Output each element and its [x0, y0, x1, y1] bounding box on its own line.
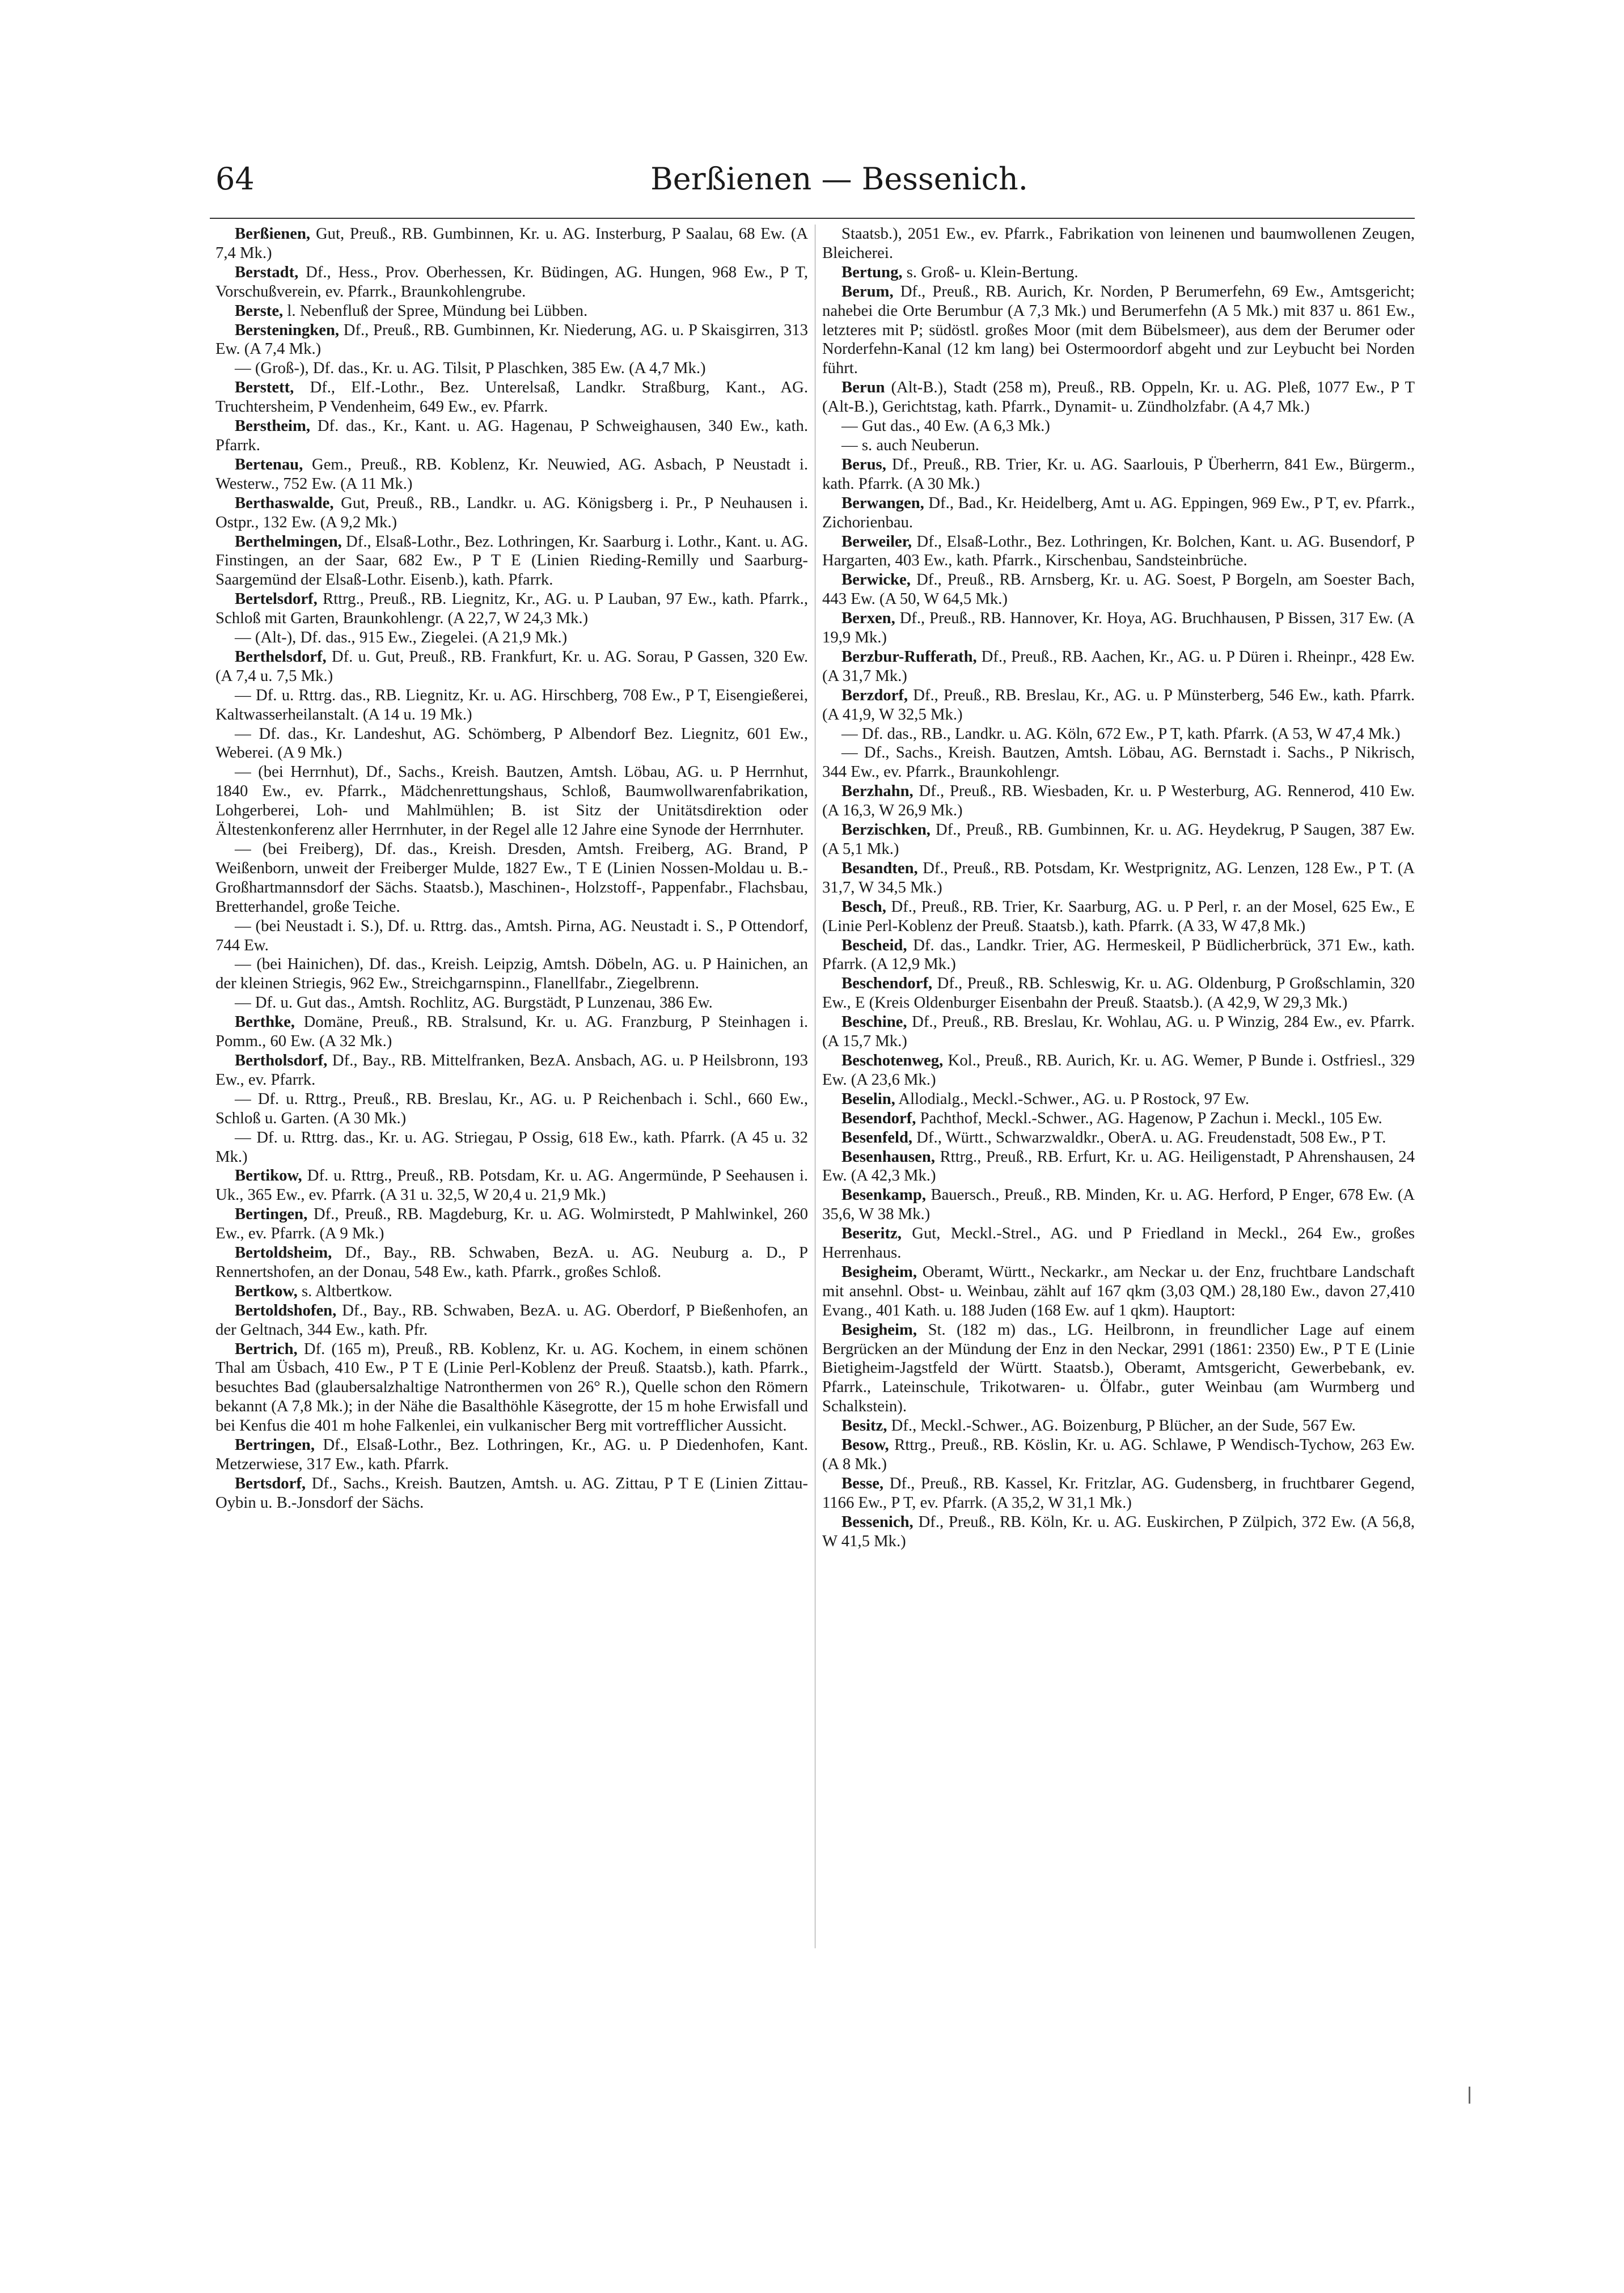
entry-body: Df., Elsaß-Lothr., Bez. Lothringen, Kr. Bolchen, Kant. u. AG. Busendorf, P Hargarten, 403 Ew., kath. Pfarrk., Kirschenbau, Sandsteinbrüche.: [822, 532, 1415, 570]
entry-lemma: Bertenau,: [235, 455, 303, 473]
page-number: 64: [215, 161, 255, 197]
gazetteer-entry: [215, 1340, 808, 1436]
gazetteer-entry: [215, 455, 808, 494]
gazetteer-entry: [822, 725, 1415, 744]
entry-body: Kol., Preuß., RB. Aurich, Kr. u. AG. Wemer, P Bunde i. Ostfriesl., 329 Ew. (A 23,6 Mk.): [822, 1051, 1415, 1089]
entry-body: l. Nebenfluß der Spree, Mündung bei Lübben.: [283, 301, 588, 320]
entry-body: Gut, Preuß., RB. Gumbinnen, Kr. u. AG. Insterburg, P Saalau, 68 Ew. (A 7,4 Mk.): [215, 225, 808, 262]
gazetteer-entry: [215, 1436, 808, 1474]
gazetteer-entry: [215, 993, 808, 1013]
gazetteer-entry: [822, 417, 1415, 436]
entry-lemma: Berus,: [841, 455, 886, 473]
entry-body: Df. (165 m), Preuß., RB. Koblenz, Kr. u. AG. Kochem, in einem schönen Thal am Üsbach, 410 Ew., P T E (Linie Perl-Koblenz der Preuß. Staatsb.), kath. Pfarrk., besuchtes Bad (glaubersalzhaltige Natronthermen von 26° R.), Quelle schon den Römern bekannt (A 7,8 Mk.); in der Nähe die Basalthöhle Käsegrotte, der 15 m hohe Erwisfall und bei Kenfus die 401 m hohe Falkenlei, ein vulkanischer Berg mit vortrefflicher Aussicht.: [215, 1339, 808, 1435]
entry-body: Gut, Preuß., RB., Landkr. u. AG. Königsberg i. Pr., P Neuhausen i. Ostpr., 132 Ew. (A 9,2 Mk.): [215, 493, 808, 531]
entry-body: — s. auch Neuberun.: [841, 435, 979, 454]
entry-lemma: Berzhahn,: [841, 782, 914, 801]
entry-lemma: Berxen,: [841, 609, 895, 628]
entry-lemma: Bertung,: [841, 263, 903, 281]
entry-body: — (bei Hainichen), Df. das., Kreish. Leipzig, Amtsh. Döbeln, AG. u. P Hainichen, an der kleinen Striegis, 962 Ew., Streichgarnspinn., Flanellfabr., Ziegelbrenn.: [215, 955, 808, 993]
entry-body: — (Groß-), Df. das., Kr. u. AG. Tilsit, P Plaschken, 385 Ew. (A 4,7 Mk.): [235, 359, 706, 378]
gazetteer-entry: [215, 1051, 808, 1090]
gazetteer-entry: [215, 1128, 808, 1167]
entry-body: Rttrg., Preuß., RB. Köslin, Kr. u. AG. Schlawe, P Wendisch-Tychow, 263 Ew. (A 8 Mk.): [822, 1436, 1415, 1473]
entry-body: Gem., Preuß., RB. Koblenz, Kr. Neuwied, AG. Asbach, P Neustadt i. Westerw., 752 Ew. (A 11 Mk.): [215, 455, 808, 493]
entry-lemma: Bersteningken,: [235, 320, 340, 339]
entry-lemma: Berwicke,: [841, 570, 911, 589]
gazetteer-entry: [215, 1282, 808, 1301]
gazetteer-entry: [215, 917, 808, 955]
entry-lemma: Besenkamp,: [841, 1186, 927, 1204]
gazetteer-entry: [822, 1148, 1415, 1186]
entry-body: Df., Preuß., RB. Arnsberg, Kr. u. AG. Soest, P Borgeln, am Soester Bach, 443 Ew. (A 50, W 64,5 Mk.): [822, 570, 1415, 608]
entry-lemma: Besse,: [841, 1474, 884, 1492]
gazetteer-entry: [822, 455, 1415, 494]
entry-body: Df., Preuß., RB. Gumbinnen, Kr. u. AG. Heydekrug, P Saugen, 387 Ew. (A 5,1 Mk.): [822, 820, 1415, 858]
entry-body: Df., Elf.-Lothr., Bez. Unterelsaß, Landkr. Straßburg, Kant., AG. Truchtersheim, P Vendenheim, 649 Ew., ev. Pfarrk.: [215, 378, 808, 416]
entry-body: Df., Elsaß-Lothr., Bez. Lothringen, Kr., AG. u. P Diedenhofen, Kant. Metzerwiese, 317 Ew., kath. Pfarrk.: [215, 1436, 808, 1473]
entry-lemma: Beselin,: [841, 1089, 895, 1108]
gazetteer-entry: [822, 1186, 1415, 1224]
entry-body: Allodialg., Meckl.-Schwer., AG. u. P Rostock, 97 Ew.: [895, 1089, 1250, 1108]
gazetteer-entry: [215, 1301, 808, 1340]
entry-body: Df., Hess., Prov. Oberhessen, Kr. Büdingen, AG. Hungen, 968 Ew., P T, Vorschußverein, ev. Pfarrk., Braunkohlengrube.: [215, 263, 808, 301]
entry-body: — (bei Herrnhut), Df., Sachs., Kreish. Bautzen, Amtsh. Löbau, AG. u. P Herrnhut, 1840 Ew., ev. Pfarrk., Mädchenrettungshaus, Schloß, Baumwollwarenfabrikation, Lohgerberei, Loh- und Mahlmühlen; B. ist Sitz der Unitätsdirektion oder Ältestenkonferenz aller Herrnhuter, in der Regel alle 12 Jahre eine Synode der Herrnhuter.: [215, 763, 808, 839]
entry-body: Df., Bay., RB. Schwaben, BezA. u. AG. Oberdorf, P Bießenhofen, an der Geltnach, 344 Ew., kath. Pfr.: [215, 1301, 808, 1339]
entry-body: Df., Preuß., RB. Schleswig, Kr. u. AG. Oldenburg, P Großschlamin, 320 Ew., E (Kreis Oldenburger Eisenbahn der Preuß. Staatsb.). (A 42,9, W 29,3 Mk.): [822, 974, 1415, 1012]
gazetteer-entry: [822, 282, 1415, 379]
entry-lemma: Berun: [841, 378, 885, 397]
header-rule: [210, 218, 1415, 219]
entry-lemma: Besandten,: [841, 858, 918, 877]
entry-lemma: Beschendorf,: [841, 974, 933, 993]
gazetteer-entry: [822, 898, 1415, 936]
entry-lemma: Bertholsdorf,: [235, 1051, 328, 1069]
gazetteer-entry: [822, 1416, 1415, 1436]
entry-body: Df., Preuß., RB. Magdeburg, Kr. u. AG. Wolmirstedt, P Mahlwinkel, 260 Ew., ev. Pfarrk. (A 9 Mk.): [215, 1205, 808, 1243]
gazetteer-entry: [215, 494, 808, 532]
gazetteer-entry: [822, 570, 1415, 609]
entry-lemma: Berzdorf,: [841, 686, 908, 704]
entry-lemma: Bertoldshofen,: [235, 1301, 337, 1319]
entry-body: (Alt-B.), Stadt (258 m), Preuß., RB. Oppeln, Kr. u. AG. Pleß, 1077 Ew., P T (Alt-B.), Gerichtstag, kath. Pfarrk., Dynamit- u. Zündholzfabr. (A 4,7 Mk.): [822, 378, 1415, 416]
entry-body: Df., Sachs., Kreish. Bautzen, Amtsh. u. AG. Zittau, P T E (Linien Zittau-Oybin u. B.-Jonsdorf der Sächs.: [215, 1474, 808, 1512]
entry-body: — (bei Freiberg), Df. das., Kreish. Dresden, Amtsh. Freiberg, AG. Brand, P Weißenborn, unweit der Freiberger Mulde, 1827 Ew., T E (Linien Nossen-Moldau u. B.-Großhartmannsdorf der Sächs. Staatsb.), Maschinen-, Holzstoff-, Pappenfabr., Flachsbau, Bretterhandel, große Teiche.: [215, 840, 808, 916]
entry-lemma: Beschine,: [841, 1013, 907, 1031]
entry-body: St. (182 m) das., LG. Heilbronn, in freundlicher Lage auf einem Bergrücken an der Mündung der Enz in den Neckar, 2991 (1861: 2350) Ew., P T E (Linie Bietigheim-Jagstfeld der Württ. Staatsb.), Oberamt, Amtsgericht, Gewerbebank, ev. Pfarrk., Lateinschule, Trikotwaren- u. Ölfabr., guter Weinbau (am Wurmberg und Schalkstein).: [822, 1320, 1415, 1416]
gazetteer-entry: [822, 1436, 1415, 1474]
entry-body: Domäne, Preuß., RB. Stralsund, Kr. u. AG. Franzburg, P Steinhagen i. Pomm., 60 Ew. (A 32 Mk.): [215, 1013, 808, 1051]
entry-body: Df., Elsaß-Lothr., Bez. Lothringen, Kr. Saarburg i. Lothr., Kant. u. AG. Finstingen, an der Saar, 682 Ew., P T E (Linien Rieding-Remilly und Saarburg-Saargemünd der Elsaß-Lothr. Eisenb.), kath. Pfarrk.: [215, 532, 808, 589]
entry-body: — (Alt-), Df. das., 915 Ew., Ziegelei. (A 21,9 Mk.): [235, 628, 568, 647]
entry-lemma: Bertelsdorf,: [235, 590, 318, 608]
entry-lemma: Bertoldsheim,: [235, 1243, 332, 1262]
gazetteer-entry: [822, 686, 1415, 725]
entry-body: Df., Preuß., RB. Gumbinnen, Kr. Niederung, AG. u. P Skaisgirren, 313 Ew. (A 7,4 Mk.): [215, 320, 808, 358]
entry-body: Df. das., Kr., Kant. u. AG. Hagenau, P Schweighausen, 340 Ew., kath. Pfarrk.: [215, 417, 808, 454]
entry-body: Df., Württ., Schwarzwaldkr., OberA. u. AG. Freudenstadt, 508 Ew., P T.: [912, 1128, 1386, 1146]
entry-body: s. Groß- u. Klein-Bertung.: [902, 263, 1079, 281]
entry-body: — Df. das., RB., Landkr. u. AG. Köln, 672 Ew., P T, kath. Pfarrk. (A 53, W 47,4 Mk.): [841, 724, 1401, 743]
entry-body: — (bei Neustadt i. S.), Df. u. Rttrg. das., Amtsh. Pirna, AG. Neustadt i. S., P Ottendorf, 744 Ew.: [215, 916, 808, 954]
entry-lemma: Besitz,: [841, 1416, 887, 1435]
entry-lemma: Besow,: [841, 1436, 889, 1454]
gazetteer-entry: [822, 859, 1415, 898]
gazetteer-entry: [822, 1224, 1415, 1263]
entry-body: — Df. u. Rttrg. das., RB. Liegnitz, Kr. u. AG. Hirschberg, 708 Ew., P T, Eisengießerei, Kaltwasserheilanstalt. (A 14 u. 19 Mk.): [215, 686, 808, 724]
gazetteer-entry: [215, 378, 808, 417]
entry-body: Df., Preuß., RB. Breslau, Kr., AG. u. P Münsterberg, 546 Ew., kath. Pfarrk. (A 41,9, W 32,5 Mk.): [822, 686, 1415, 724]
gazetteer-entry: [822, 494, 1415, 532]
gazetteer-entry: [822, 1263, 1415, 1321]
entry-lemma: Berum,: [841, 282, 894, 301]
entry-body: — Df., Sachs., Kreish. Bautzen, Amtsh. Löbau, AG. Bernstadt i. Sachs., P Nikrisch, 344 Ew., ev. Pfarrk., Braunkohlengr.: [822, 743, 1415, 781]
gazetteer-entry: [215, 321, 808, 359]
running-head: Berßienen — Bessenich.: [650, 161, 1028, 197]
gazetteer-entry: [822, 782, 1415, 820]
entry-body: Df., Preuß., RB. Trier, Kr. u. AG. Saarlouis, P Überherrn, 841 Ew., Bürgerm., kath. Pfarrk. (A 30 Mk.): [822, 455, 1415, 493]
gazetteer-entry: [215, 725, 808, 763]
entry-lemma: Berwangen,: [841, 493, 924, 512]
gazetteer-entry: [822, 974, 1415, 1013]
entry-body: Df., Preuß., RB. Aurich, Kr. Norden, P Berumerfehn, 69 Ew., Amtsgericht; nahebei die Orte Berumbur (A 7,3 Mk.) und Berumerfehn (A 5 Mk.) mit 837 u. 861 Ew., letzteres mit P; südöstl. großes Moor (mit dem Bübelsmeer), aus dem der Berumer oder Norderfehn-Kanal (12 km lang) bei Ostermoordorf abgeht und zur Leybucht bei Norden führt.: [822, 282, 1415, 378]
entry-lemma: Besendorf,: [841, 1109, 916, 1127]
entry-body: Rttrg., Preuß., RB. Erfurt, Kr. u. AG. Heiligenstadt, P Ahrenshausen, 24 Ew. (A 42,3 Mk.): [822, 1147, 1415, 1185]
entry-body: Df. u. Gut, Preuß., RB. Frankfurt, Kr. u. AG. Sorau, P Gassen, 320 Ew. (A 7,4 u. 7,5 Mk.): [215, 647, 808, 685]
entry-lemma: Beseritz,: [841, 1224, 902, 1243]
entry-lemma: Bertringen,: [235, 1436, 315, 1454]
entry-body: Df., Preuß., RB. Köln, Kr. u. AG. Euskirchen, P Zülpich, 372 Ew. (A 56,8, W 41,5 Mk.): [822, 1512, 1415, 1550]
gazetteer-entry: [822, 1513, 1415, 1551]
entry-lemma: Berstadt,: [235, 263, 299, 281]
left-column: [215, 225, 808, 1513]
entry-body: Df. u. Rttrg., Preuß., RB. Potsdam, Kr. u. AG. Angermünde, P Seehausen i. Uk., 365 Ew., ev. Pfarrk. (A 31 u. 32,5, W 20,4 u. 21,9 Mk.): [215, 1166, 808, 1204]
gazetteer-entry: [822, 648, 1415, 686]
gazetteer-entry: [822, 1090, 1415, 1109]
entry-body: Gut, Meckl.-Strel., AG. und P Friedland in Meckl., 264 Ew., großes Herrenhaus.: [822, 1224, 1415, 1262]
gazetteer-entry: [215, 628, 808, 648]
entry-body: Df., Preuß., RB. Potsdam, Kr. Westprignitz, AG. Lenzen, 128 Ew., P T. (A 31,7, W 34,5 Mk.): [822, 858, 1415, 896]
gazetteer-entry: [822, 1109, 1415, 1128]
gazetteer-entry: [822, 1474, 1415, 1513]
entry-lemma: Bertikow,: [235, 1166, 302, 1185]
entry-lemma: Besenhausen,: [841, 1147, 935, 1166]
entry-body: Df., Preuß., RB. Kassel, Kr. Fritzlar, AG. Gudensberg, in fruchtbarer Gegend, 1166 Ew., P T, ev. Pfarrk. (A 35,2, W 31,1 Mk.): [822, 1474, 1415, 1512]
gazetteer-entry: [215, 763, 808, 840]
entry-lemma: Bertsdorf,: [235, 1474, 306, 1492]
entry-body: — Df. das., Kr. Landeshut, AG. Schömberg, P Albendorf Bez. Liegnitz, 601 Ew., Weberei. (A 9 Mk.): [215, 724, 808, 762]
entry-body: Oberamt, Württ., Neckarkr., am Neckar u. der Enz, fruchtbare Landschaft mit ansehnl. Obst- u. Weinbau, zählt auf 167 qkm (3,03 QM.) 28,180 Ew., davon 27,410 Evang., 401 Kath. u. 188 Juden (168 Ew. auf 1 qkm). Hauptort:: [822, 1262, 1415, 1319]
entry-lemma: Berthaswalde,: [235, 493, 334, 512]
gazetteer-entry: [822, 1013, 1415, 1051]
entry-body: — Df. u. Gut das., Amtsh. Rochlitz, AG. Burgstädt, P Lunzenau, 386 Ew.: [235, 993, 713, 1012]
entry-lemma: Bertingen,: [235, 1205, 308, 1224]
entry-body: Pachthof, Meckl.-Schwer., AG. Hagenow, P Zachun i. Meckl., 105 Ew.: [916, 1109, 1382, 1127]
entry-body: Rttrg., Preuß., RB. Liegnitz, Kr., AG. u. P Lauban, 97 Ew., kath. Pfarrk., Schloß mit Garten, Braunkohlengr. (A 22,7, W 24,3 Mk.): [215, 590, 808, 628]
entry-body: Df., Preuß., RB. Trier, Kr. Saarburg, AG. u. P Perl, r. an der Mosel, 625 Ew., E (Linie Perl-Koblenz der Preuß. Staatsb.), kath. Pfarrk. (A 33, W 47,8 Mk.): [822, 897, 1415, 935]
entry-lemma: Berste,: [235, 301, 284, 320]
entry-body: Bauersch., Preuß., RB. Minden, Kr. u. AG. Herford, P Enger, 678 Ew. (A 35,6, W 38 Mk.): [822, 1186, 1415, 1224]
entry-body: Df., Bay., RB. Schwaben, BezA. u. AG. Neuburg a. D., P Rennertshofen, an der Donau, 548 Ew., kath. Pfarrk., großes Schloß.: [215, 1243, 808, 1281]
entry-body: Df., Bad., Kr. Heidelberg, Amt u. AG. Eppingen, 969 Ew., P T, ev. Pfarrk., Zichorienbau.: [822, 493, 1415, 531]
gazetteer-entry: [215, 263, 808, 302]
margin-mark: [1469, 2087, 1470, 2104]
gazetteer-entry: [215, 686, 808, 725]
gazetteer-entry: [215, 302, 808, 321]
gazetteer-entry: [215, 532, 808, 590]
entry-lemma: Berzbur-Rufferath,: [841, 647, 977, 666]
entry-body: Staatsb.), 2051 Ew., ev. Pfarrk., Fabrikation von leinenen und baumwollenen Zeugen, Bleicherei.: [822, 225, 1415, 262]
gazetteer-entry: [822, 936, 1415, 975]
gazetteer-entry: [215, 1243, 808, 1282]
entry-body: Df. das., Landkr. Trier, AG. Hermeskeil, P Büdlicherbrück, 371 Ew., kath. Pfarrk. (A 12,9 Mk.): [822, 936, 1415, 974]
gazetteer-entry: [215, 1205, 808, 1243]
entry-body: — Gut das., 40 Ew. (A 6,3 Mk.): [841, 417, 1050, 435]
gazetteer-entry: [215, 648, 808, 686]
gazetteer-entry: [215, 590, 808, 628]
entry-lemma: Beschotenweg,: [841, 1051, 944, 1069]
gazetteer-entry: [822, 436, 1415, 455]
entry-lemma: Berthelmingen,: [235, 532, 342, 551]
gazetteer-entry: [215, 1013, 808, 1051]
entry-lemma: Berweiler,: [841, 532, 912, 551]
gazetteer-entry: [822, 263, 1415, 282]
gazetteer-entry: [215, 225, 808, 263]
entry-lemma: Berstett,: [235, 378, 294, 397]
entry-lemma: Besigheim,: [841, 1262, 917, 1281]
gazetteer-entry: [215, 955, 808, 993]
gazetteer-entry: [822, 609, 1415, 648]
gazetteer-entry: [822, 225, 1415, 263]
entry-body: Df., Preuß., RB. Hannover, Kr. Hoya, AG. Bruchhausen, P Bissen, 317 Ew. (A 19,9 Mk.): [822, 609, 1415, 647]
entry-body: Df., Preuß., RB. Wiesbaden, Kr. u. P Westerburg, AG. Rennerod, 410 Ew. (A 16,3, W 26,9 Mk.): [822, 782, 1415, 820]
gazetteer-entry: [215, 359, 808, 378]
entry-lemma: Bertkow,: [235, 1281, 298, 1300]
entry-lemma: Bessenich,: [841, 1512, 914, 1531]
entry-lemma: Besch,: [841, 897, 886, 916]
entry-lemma: Besigheim,: [841, 1320, 917, 1339]
entry-body: Df., Meckl.-Schwer., AG. Boizenburg, P Blücher, an der Sude, 567 Ew.: [887, 1416, 1356, 1435]
entry-lemma: Berthelsdorf,: [235, 647, 327, 666]
entry-lemma: Berßienen,: [235, 225, 311, 243]
gazetteer-entry: [822, 743, 1415, 782]
entry-lemma: Besenfeld,: [841, 1128, 913, 1146]
entry-lemma: Berzischken,: [841, 820, 931, 839]
entry-body: — Df. u. Rttrg., Preuß., RB. Breslau, Kr., AG. u. P Reichenbach i. Schl., 660 Ew., Schloß u. Garten. (A 30 Mk.): [215, 1089, 808, 1127]
gazetteer-entry: [215, 840, 808, 917]
gazetteer-entry: [215, 1166, 808, 1205]
gazetteer-entry: [822, 532, 1415, 571]
gazetteer-entry: [215, 1090, 808, 1128]
gazetteer-entry: [822, 378, 1415, 417]
gazetteer-entry: [215, 1474, 808, 1513]
entry-lemma: Bescheid,: [841, 936, 907, 954]
entry-body: Df., Bay., RB. Mittelfranken, BezA. Ansbach, AG. u. P Heilsbronn, 193 Ew., ev. Pfarrk.: [215, 1051, 808, 1089]
gazetteer-entry: [215, 417, 808, 455]
entry-body: Df., Preuß., RB. Breslau, Kr. Wohlau, AG. u. P Winzig, 284 Ew., ev. Pfarrk. (A 15,7 Mk.): [822, 1013, 1415, 1051]
entry-body: — Df. u. Rttrg. das., Kr. u. AG. Striegau, P Ossig, 618 Ew., kath. Pfarrk. (A 45 u. 32 Mk.): [215, 1128, 808, 1166]
gazetteer-entry: [822, 1051, 1415, 1090]
entry-lemma: Berthke,: [235, 1013, 295, 1031]
gazetteer-entry: [822, 1128, 1415, 1148]
gazetteer-entry: [822, 820, 1415, 859]
entry-body: Df., Preuß., RB. Aachen, Kr., AG. u. P Düren i. Rheinpr., 428 Ew. (A 31,7 Mk.): [822, 647, 1415, 685]
gazetteer-entry: [822, 1321, 1415, 1417]
entry-lemma: Bertrich,: [235, 1339, 298, 1358]
right-column: [822, 225, 1415, 1551]
entry-body: s. Altbertkow.: [297, 1281, 392, 1300]
entry-lemma: Berstheim,: [235, 417, 311, 435]
